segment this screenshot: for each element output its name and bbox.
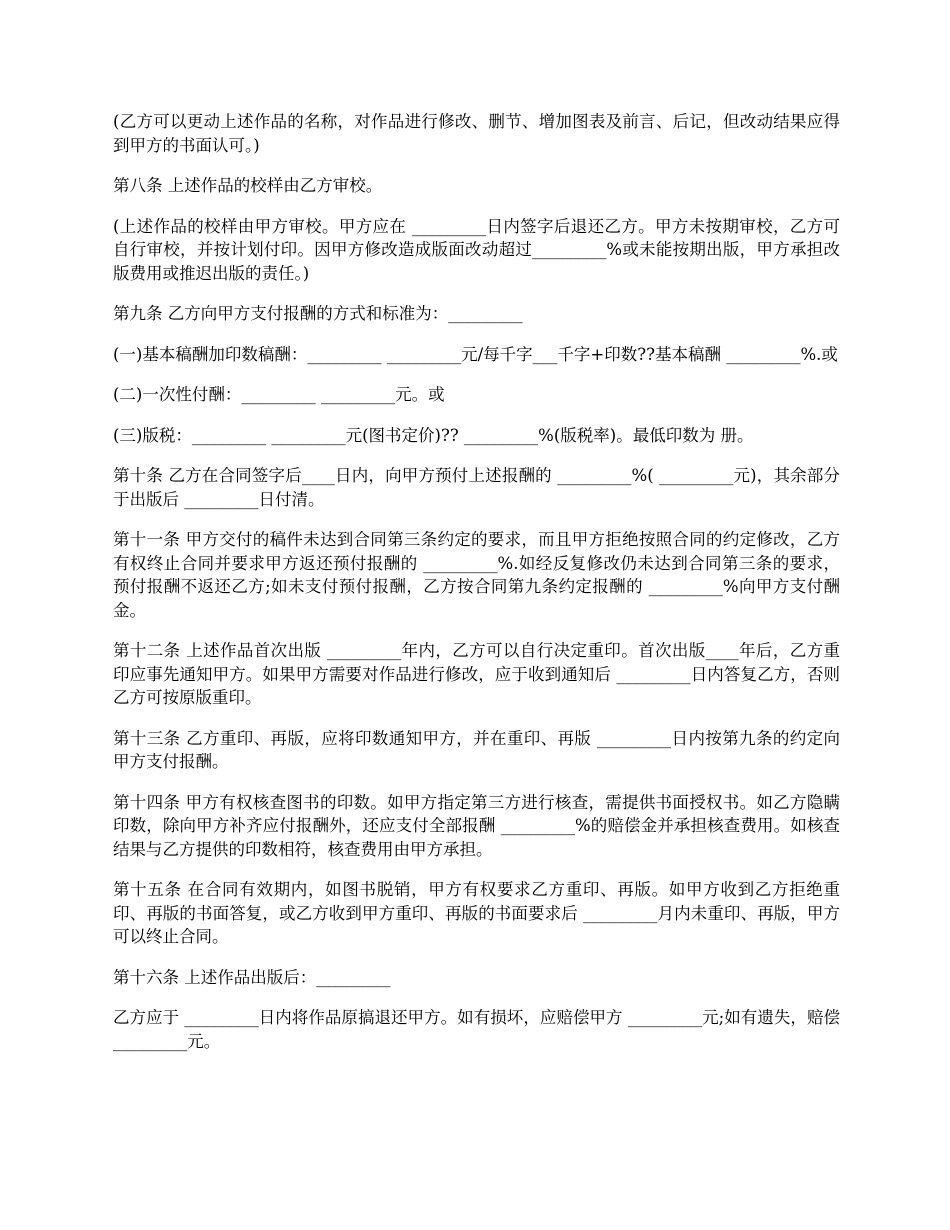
paragraph-payment-option-3: (三)版税：_________ _________元(图书定价)?? _________%(版税率)。最低印数为 册。 (113, 425, 754, 445)
paragraph-revision-note: (乙方可以更动上述作品的名称，对作品进行修改、删节、增加图表及前言、后记，但改动结果应得到甲方的书面认可。) (113, 112, 840, 155)
paragraph-proof-review-note: (上述作品的校样由甲方审校。甲方应在 _________日内签字后退还乙方。甲方未按期审校，乙方可自行审校，并按计划付印。因甲方修改造成版面改动超过_________%或未能按期出版，甲方承担改版费用或推迟出版的责任。) (113, 216, 840, 283)
paragraph-article-14: 第十四条 甲方有权核查图书的印数。如甲方指定第三方进行核查，需提供书面授权书。如乙方隐瞒印数，除向甲方补齐应付报酬外，还应支付全部报酬 _________%的赔偿金并承担核查费用。如核查结果与乙方提供的印数相符，核查费用由甲方承担。 (113, 792, 840, 859)
paragraph-payment-option-1: (一)基本稿酬加印数稿酬：_________ _________元/每千字___千字+印数??基本稿酬 _________%.或 (113, 344, 838, 364)
document-page (113, 110, 840, 1070)
paragraph-article-11: 第十一条 甲方交付的稿件未达到合同第三条约定的要求，而且甲方拒绝按照合同的约定修改，乙方有权终止合同并要求甲方返还预付报酬的 _________%.如经反复修改仍未达到合同第三条的要求，预付报酬不返还乙方;如未支付预付报酬，乙方按合同第九条约定报酬的 _________%向甲方支付酬金。 (113, 530, 840, 620)
paragraph-article-15: 第十五条 在合同有效期内，如图书脱销，甲方有权要求乙方重印、再版。如甲方收到乙方拒绝重印、再版的书面答复，或乙方收到甲方重印、再版的书面要求后 _________月内未重印、再版，甲方可以终止合同。 (113, 880, 840, 946)
paragraph-article-13: 第十三条 乙方重印、再版，应将印数通知甲方，并在重印、再版 _________日内按第九条的约定向甲方支付报酬。 (113, 728, 840, 771)
paragraph-article-16: 第十六条 上述作品出版后：_________ (113, 967, 391, 987)
paragraph-payment-option-2: (二)一次性付酬：_________ _________元。或 (113, 385, 445, 404)
paragraph-article-10: 第十条 乙方在合同签字后____日内，向甲方预付上述报酬的 _________%( _________元)，其余部分于出版后 _________日付清。 (113, 466, 840, 509)
paragraph-manuscript-return: 乙方应于 _________日内将作品原搞退还甲方。如有损坏，应赔偿甲方 _________元;如有遗失，赔偿 _________元。 (113, 1008, 840, 1051)
paragraph-article-12: 第十二条 上述作品首次出版 _________年内，乙方可以自行决定重印。首次出版____年后，乙方重印应事先通知甲方。如果甲方需要对作品进行修改，应于收到通知后 _________日内答复乙方，否则乙方可按原版重印。 (113, 641, 840, 707)
paragraph-article-8: 第八条 上述作品的校样由乙方审校。 (113, 176, 383, 195)
paragraph-article-9: 第九条 乙方向甲方支付报酬的方式和标准为：_________ (113, 304, 523, 323)
